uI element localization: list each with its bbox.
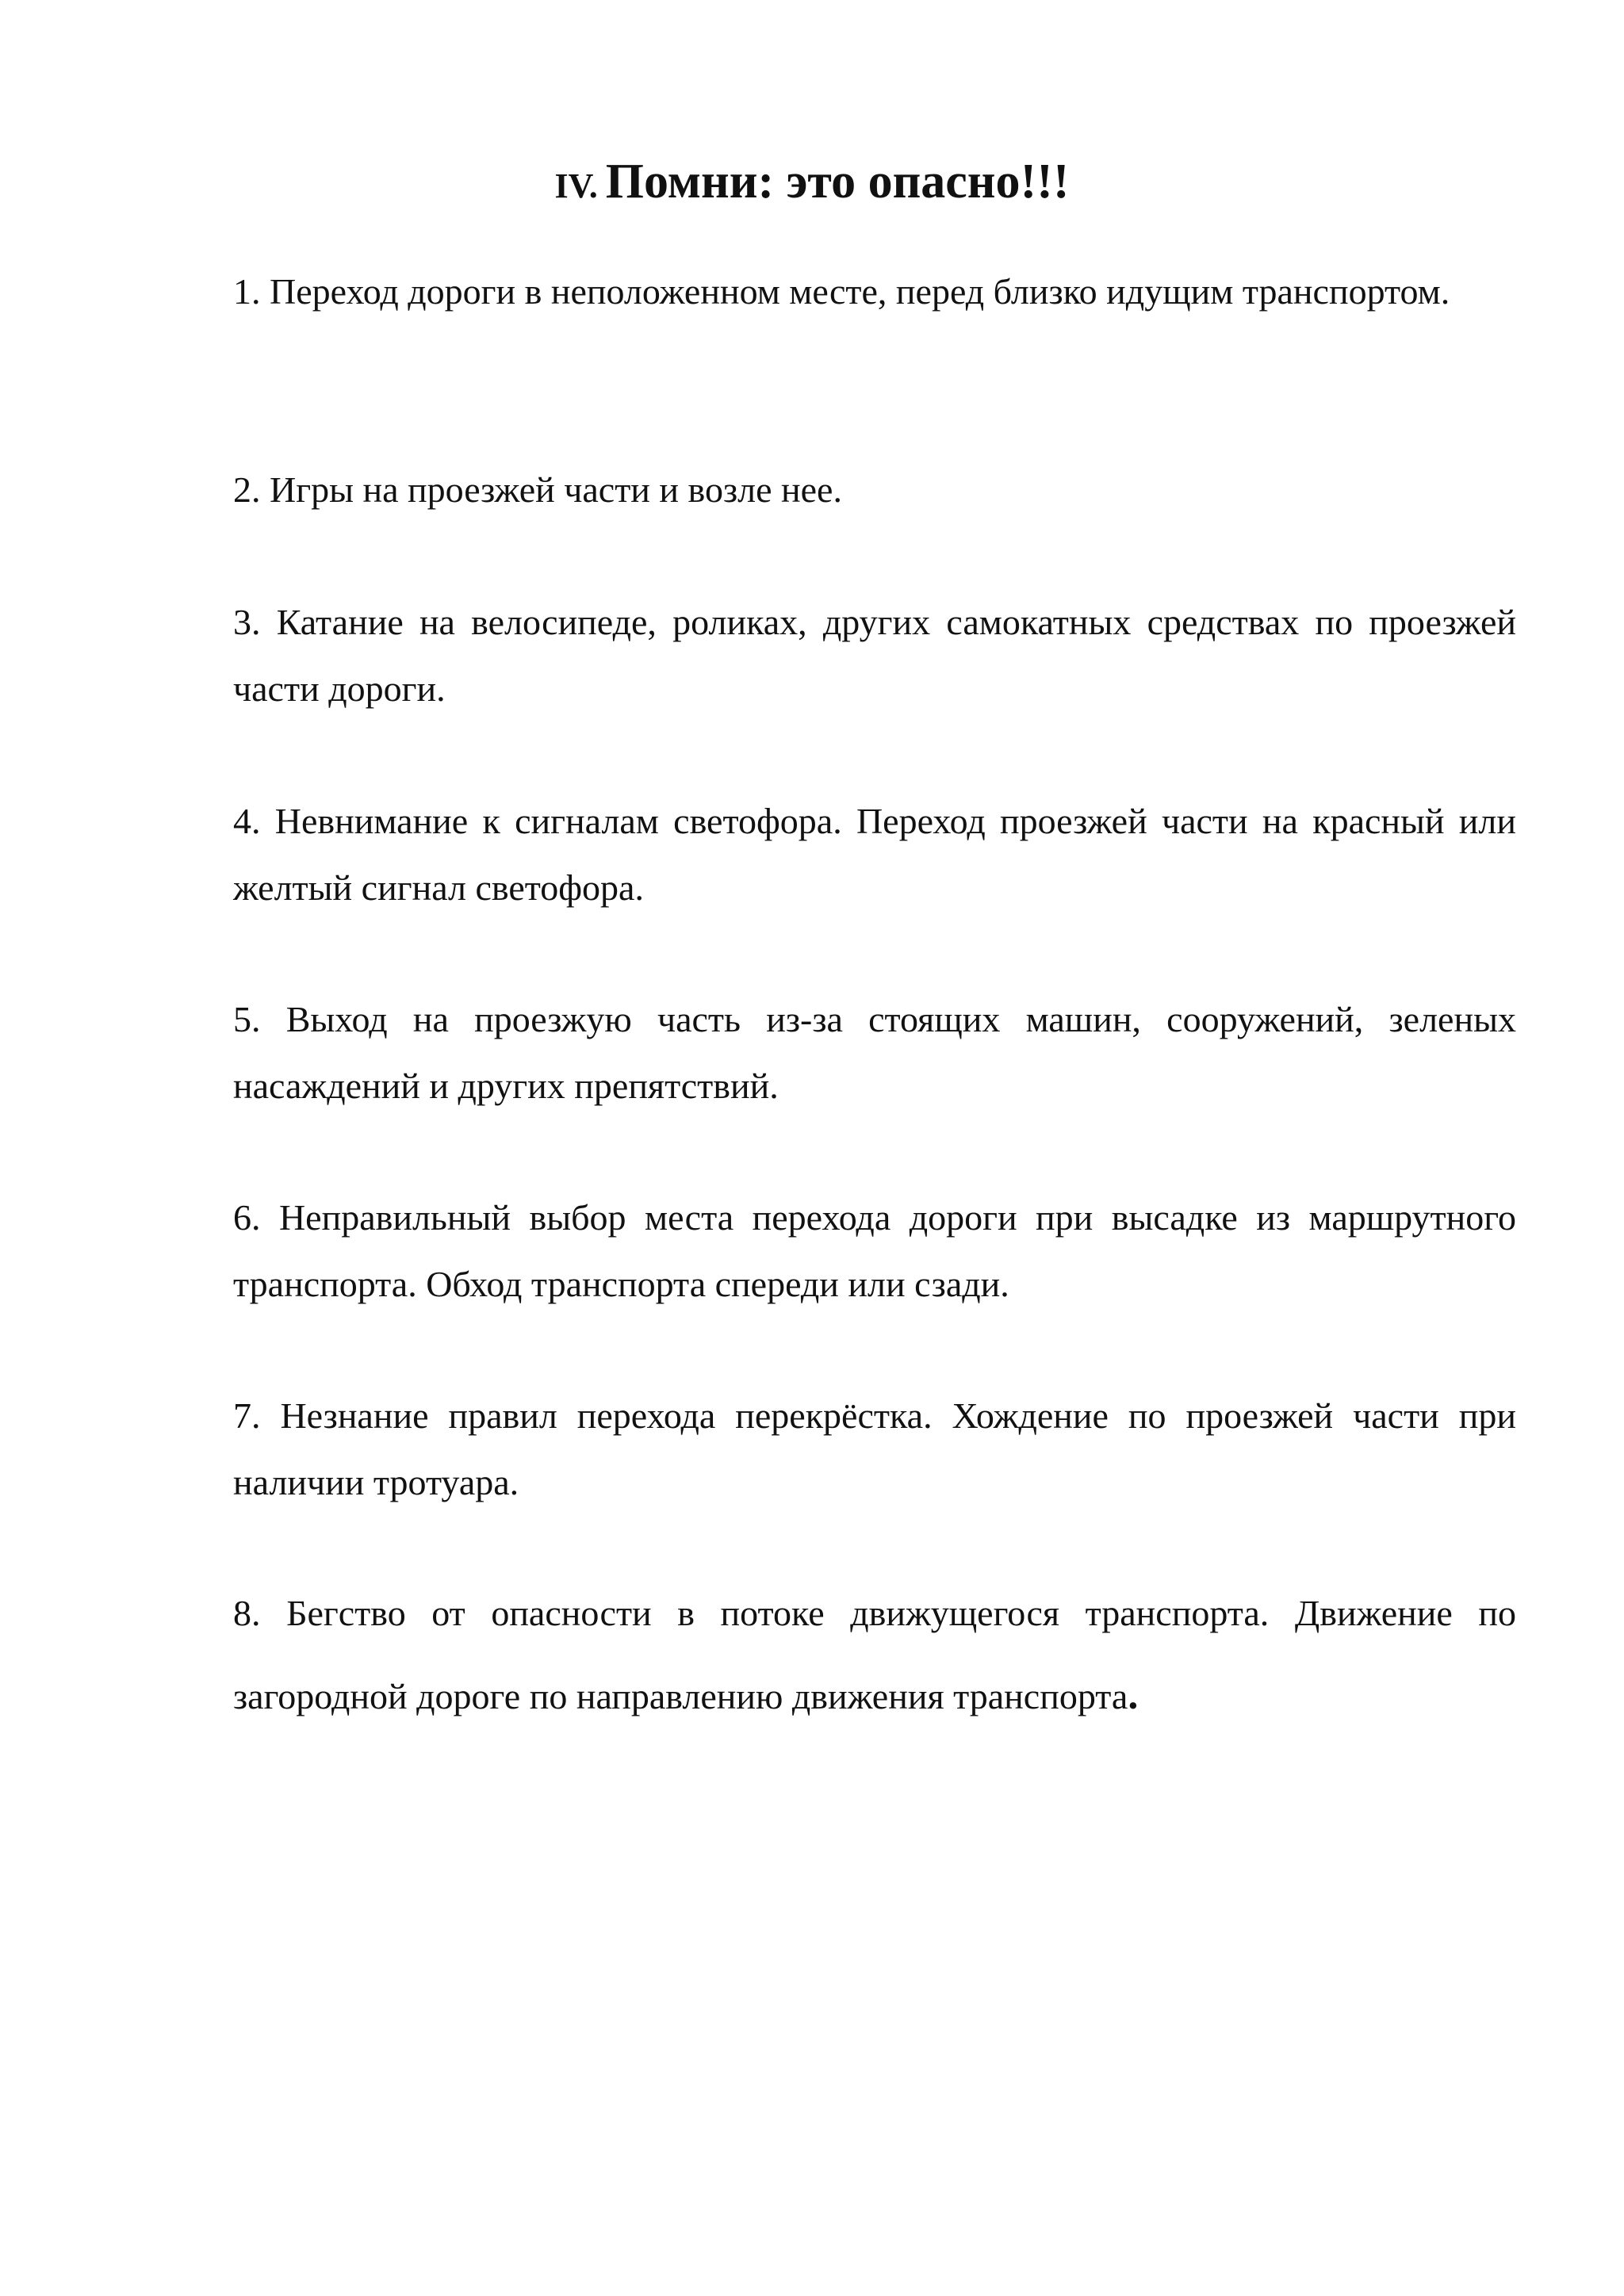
list-item-5: 5. Выход на проезжую часть из-за стоящих машин, сооружений, зеленых насаждений и других препятствий. — [233, 999, 1516, 1106]
list-item-8-text: 8. Бегство от опасности в потоке движущегося транспорта. Движение по загородной дороге по направлению движения транспорта — [233, 1593, 1516, 1716]
list-item-6: 6. Неправильный выбор места перехода дороги при высадке из маршрутного транспорта. Обход транспорта спереди или сзади. — [233, 1197, 1516, 1304]
title-text: Помни: это опасно!!! — [605, 155, 1070, 209]
page-title — [0, 152, 1624, 211]
list-item-2: 2. Игры на проезжей части и возле нее. — [233, 469, 842, 510]
list-item-3: 3. Катание на велосипеде, роликах, других самокатных средствах по проезжей части дороги. — [233, 602, 1516, 709]
list-item-8 — [233, 1572, 1516, 1738]
list-item-1: 1. Переход дороги в неположенном месте, перед близко идущим транспортом. — [233, 271, 1450, 312]
list-item-8-end-mark: . — [1128, 1673, 1139, 1718]
list-item-4: 4. Невнимание к сигналам светофора. Переход проезжей части на красный или желтый сигнал светофора. — [233, 801, 1516, 908]
list-item-7: 7. Незнание правил перехода перекрёстка. Хождение по проезжей части при наличии тротуара. — [233, 1395, 1516, 1502]
section-number: IV. — [554, 166, 598, 205]
